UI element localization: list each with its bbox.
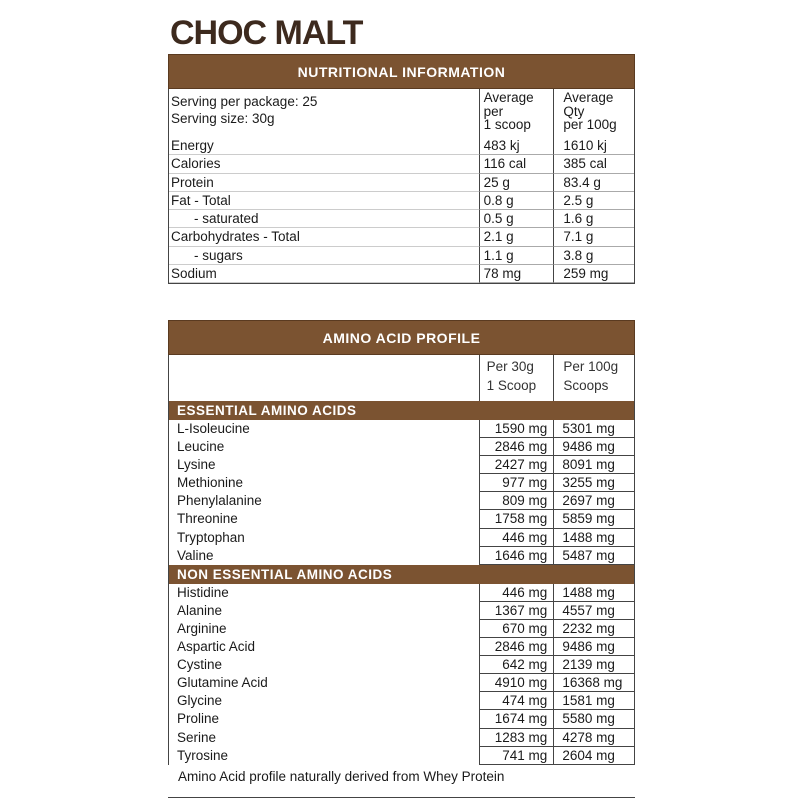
nutrition-row (169, 155, 634, 173)
row-label: Carbohydrates - Total (169, 228, 479, 246)
row-label: Tryptophan (177, 529, 245, 545)
nutrition-row (169, 192, 634, 210)
essential-amino-row (169, 474, 634, 492)
row-per-scoop-value: 642 mg (479, 656, 554, 674)
non-essential-amino-row (169, 747, 634, 765)
nutrition-row (169, 228, 634, 246)
row-per-100g-value: 1581 mg (553, 692, 634, 710)
amino-col-per-scoop-header: Per 30g 1 Scoop (479, 355, 554, 401)
row-per-scoop-value: 809 mg (479, 492, 554, 510)
row-per-100g-value: 9486 mg (553, 438, 634, 456)
row-label: Histidine (177, 584, 229, 600)
row-per-100g-value: 2.5 g (553, 192, 634, 210)
row-per-100g-value: 1.6 g (553, 210, 634, 228)
amino-footnote: Amino Acid profile naturally derived from Whey Protein (178, 769, 505, 784)
row-per-scoop-value: 446 mg (479, 584, 554, 602)
essential-amino-row (169, 492, 634, 510)
row-label: - saturated (169, 210, 479, 228)
row-per-scoop-value: 977 mg (479, 474, 554, 492)
amino-col-per-100g-header: Per 100g Scoops (553, 355, 634, 401)
serving-per-package: Serving per package: 25 (171, 94, 318, 109)
row-per-100g-value: 259 mg (553, 265, 634, 283)
serving-size: Serving size: 30g (171, 111, 275, 126)
row-per-100g-value: 3255 mg (553, 474, 634, 492)
row-label: Methionine (177, 475, 244, 491)
non-essential-amino-row (169, 692, 634, 710)
row-per-100g-value: 1488 mg (553, 529, 634, 547)
row-label: Valine (177, 547, 214, 563)
row-label: Proline (177, 711, 220, 727)
row-per-scoop-value: 78 mg (479, 265, 554, 283)
row-label: Alanine (177, 602, 223, 618)
amino-head-row (169, 355, 634, 401)
row-per-100g-value: 2139 mg (553, 656, 634, 674)
non-essential-amino-row (169, 584, 634, 602)
non-essential-amino-row (169, 710, 634, 728)
row-per-scoop-value: 4910 mg (479, 674, 554, 692)
non-essential-amino-row (169, 674, 634, 692)
row-per-scoop-value: 446 mg (479, 529, 554, 547)
essential-amino-header: ESSENTIAL AMINO ACIDS (169, 401, 634, 420)
row-per-scoop-value: 474 mg (479, 692, 554, 710)
row-per-100g-value: 16368 mg (553, 674, 634, 692)
row-per-100g-value: 9486 mg (553, 638, 634, 656)
row-label: Protein (169, 174, 479, 192)
nutrition-col-per-scoop-header: Average per 1 scoop (479, 89, 554, 137)
row-per-scoop-value: 1367 mg (479, 602, 554, 620)
row-per-scoop-value: 1674 mg (479, 710, 554, 728)
row-per-100g-value: 5859 mg (553, 510, 634, 528)
row-per-scoop-value: 741 mg (479, 747, 554, 765)
amino-panel (168, 320, 635, 765)
row-label: Energy (169, 137, 479, 155)
non-essential-amino-row (169, 656, 634, 674)
row-per-100g-value: 8091 mg (553, 456, 634, 474)
row-per-scoop-value: 25 g (479, 174, 554, 192)
row-per-100g-value: 3.8 g (553, 247, 634, 265)
nutrition-header: NUTRITIONAL INFORMATION (168, 54, 635, 89)
row-per-100g-value: 385 cal (553, 155, 634, 173)
row-per-scoop-value: 116 cal (479, 155, 554, 173)
bottom-divider (168, 797, 635, 798)
row-per-100g-value: 2697 mg (553, 492, 634, 510)
row-per-scoop-value: 2.1 g (479, 228, 554, 246)
row-per-scoop-value: 0.5 g (479, 210, 554, 228)
nutrition-row (169, 137, 634, 155)
nutrition-row (169, 247, 634, 265)
row-per-scoop-value: 1590 mg (479, 420, 554, 438)
row-label: Serine (177, 729, 217, 745)
non-essential-amino-row (169, 602, 634, 620)
row-label: Arginine (177, 620, 227, 636)
row-per-100g-value: 2604 mg (553, 747, 634, 765)
nutrition-col-per-100g-header: Average Qty per 100g (553, 89, 634, 137)
row-per-scoop-value: 1758 mg (479, 510, 554, 528)
row-label: Lysine (177, 457, 216, 473)
essential-amino-row (169, 510, 634, 528)
row-per-100g-value: 1488 mg (553, 584, 634, 602)
row-per-scoop-value: 1646 mg (479, 547, 554, 565)
row-label: Tyrosine (177, 747, 229, 763)
non-essential-amino-row (169, 620, 634, 638)
row-label: Cystine (177, 657, 223, 673)
row-label: Glycine (177, 693, 223, 709)
row-per-100g-value: 5301 mg (553, 420, 634, 438)
row-per-100g-value: 7.1 g (553, 228, 634, 246)
amino-header: AMINO ACID PROFILE (168, 320, 635, 355)
row-per-100g-value: 5580 mg (553, 710, 634, 728)
row-label: Fat - Total (169, 192, 479, 210)
nutrition-rows (169, 137, 634, 283)
row-per-scoop-value: 483 kj (479, 137, 554, 155)
row-label: Phenylalanine (177, 493, 262, 509)
row-label: Calories (169, 155, 479, 173)
row-per-100g-value: 83.4 g (553, 174, 634, 192)
essential-amino-rows (169, 420, 634, 565)
row-per-100g-value: 4278 mg (553, 729, 634, 747)
row-per-100g-value: 5487 mg (553, 547, 634, 565)
nutrition-table (168, 89, 635, 284)
row-per-scoop-value: 0.8 g (479, 192, 554, 210)
row-label: Glutamine Acid (177, 675, 268, 691)
row-label: L-Isoleucine (177, 421, 250, 436)
nutrition-row (169, 265, 634, 283)
row-label: Threonine (177, 511, 238, 527)
non-essential-amino-row (169, 638, 634, 656)
row-per-100g-value: 1610 kj (553, 137, 634, 155)
row-label: Aspartic Acid (177, 639, 256, 655)
essential-amino-row (169, 547, 634, 565)
row-per-100g-value: 4557 mg (553, 602, 634, 620)
nutrition-row (169, 210, 634, 228)
essential-amino-row (169, 438, 634, 456)
essential-amino-row (169, 529, 634, 547)
nutrition-panel (168, 54, 635, 284)
row-label: Sodium (169, 265, 479, 283)
row-per-scoop-value: 1.1 g (479, 247, 554, 265)
row-label: - sugars (169, 247, 479, 265)
row-per-scoop-value: 2427 mg (479, 456, 554, 474)
non-essential-amino-header: NON ESSENTIAL AMINO ACIDS (169, 565, 634, 584)
row-label: Leucine (177, 439, 225, 455)
row-per-scoop-value: 2846 mg (479, 638, 554, 656)
nutrition-row (169, 174, 634, 192)
non-essential-amino-rows (169, 584, 634, 765)
non-essential-amino-row (169, 729, 634, 747)
row-per-100g-value: 2232 mg (553, 620, 634, 638)
essential-amino-row (169, 420, 634, 438)
row-per-scoop-value: 1283 mg (479, 729, 554, 747)
row-per-scoop-value: 670 mg (479, 620, 554, 638)
essential-amino-row (169, 456, 634, 474)
row-per-scoop-value: 2846 mg (479, 438, 554, 456)
amino-table (168, 355, 635, 765)
page-title: CHOC MALT (170, 14, 363, 52)
nutrition-head-row (169, 89, 634, 137)
